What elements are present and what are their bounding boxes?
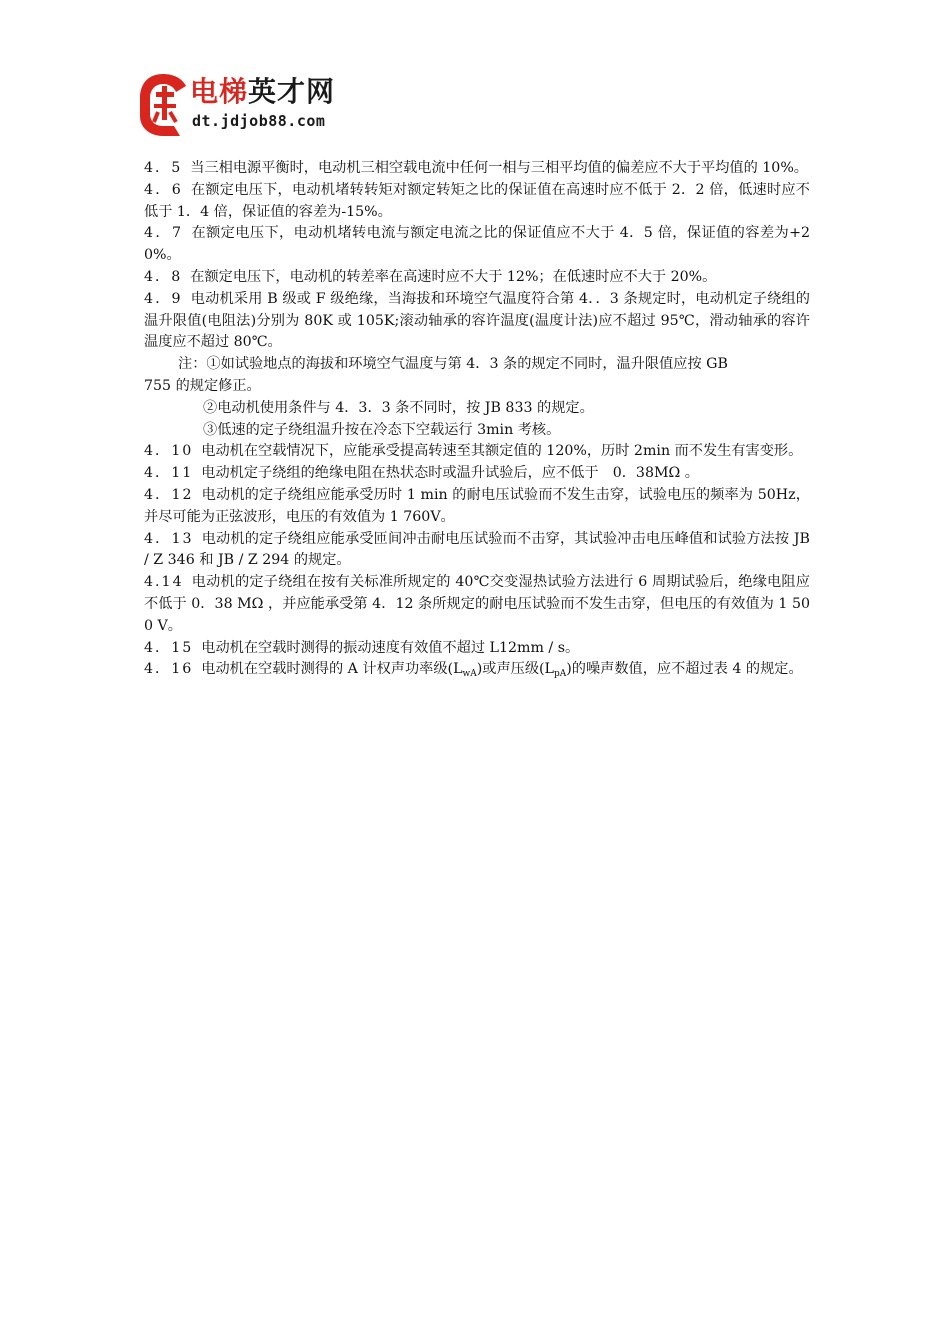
clause-4-14: 4.14 电动机的定子绕组在按有关标准所规定的 40℃交变湿热试验方法进行 6 周期试验后，绝缘电阻应不低于 0．38 MΩ ，并应能承受第 4．12 条所规定的耐电压试验而不发生击穿，但电压的有效值为 1 500 V。 [144, 574, 810, 634]
note-2: ②电动机使用条件与 4．3．3 条不同时，按 JB 833 的规定。 [203, 399, 594, 416]
clause-4-10: 4．10 电动机在空载情况下，应能承受提高转速至其额定值的 120%，历时 2min 而不发生有害变形。 [144, 443, 803, 460]
clause-4-6: 4．6 在额定电压下，电动机堵转转矩对额定转矩之比的保证值在高速时应不低于 2．2 倍，低速时应不低于 1．4 倍，保证值的容差为-15%。 [144, 181, 810, 220]
clause-4-12: 4．12 电动机的定子绕组应能承受历时 1 min 的耐电压试验而不发生击穿，试验电压的频率为 50Hz，并尽可能为正弦波形，电压的有效值为 1 760V。 [144, 486, 810, 525]
clause-4-8: 4．8 在额定电压下，电动机的转差率在高速时应不大于 12%；在低速时应不大于 20%。 [144, 268, 717, 285]
brand-name: 电梯英才网 [190, 75, 336, 108]
clause-4-15: 4．15 电动机在空载时测得的振动速度有效值不超过 L12mm / s。 [144, 639, 580, 656]
clause-4-5: 4．5 当三相电源平衡时，电动机三相空载电流中任何一相与三相平均值的偏差应不大于平均值的 10%。 [144, 160, 808, 176]
site-logo[interactable] [138, 72, 378, 142]
note-1: 注：①如试验地点的海拔和环境空气温度与第 4．3 条的规定不同时，温升限值应按 GB [178, 356, 728, 373]
clause-4-13: 4．13 电动机的定子绕组应能承受匝间冲击耐电压试验而不击穿，其试验冲击电压峰值和试验方法按 JB / Z 346 和 JB / Z 294 的规定。 [144, 530, 810, 569]
document-body [144, 158, 810, 686]
note-3: ③低速的定子绕组温升按在冷态下空载运行 3min 考核。 [203, 421, 561, 438]
clause-4-7: 4．7 在额定电压下，电动机堵转电流与额定电流之比的保证值应不大于 4．5 倍，保证值的容差为+20%。 [144, 225, 810, 264]
clause-4-16: 4．16 电动机在空载时测得的 A 计权声功率级$(L_{wA})$或声压级$(L_{pA})$的噪声数值，应不超过表 4 的规定。 [144, 661, 803, 680]
note-1-continued: 755 的规定修正。 [144, 377, 261, 394]
logo-mark-icon [138, 72, 188, 138]
brand-url: dt.jdjob88.com [192, 112, 326, 130]
clause-4-9: 4．9 电动机采用 B 级或 F 级绝缘，当海拔和环境空气温度符合第 4．．3 条规定时，电动机定子绕组的温升限值(电阻法)分别为 80K 或 105K;滚动轴承的容许温度(温度计法)应不超过 95℃，滑动轴承的容许温度应不超过 80℃。 [144, 290, 810, 351]
clause-4-11: 4．11 电动机定子绕组的绝缘电阻在热状态时或温升试验后，应不低于 0．38MΩ 。 [144, 465, 699, 482]
